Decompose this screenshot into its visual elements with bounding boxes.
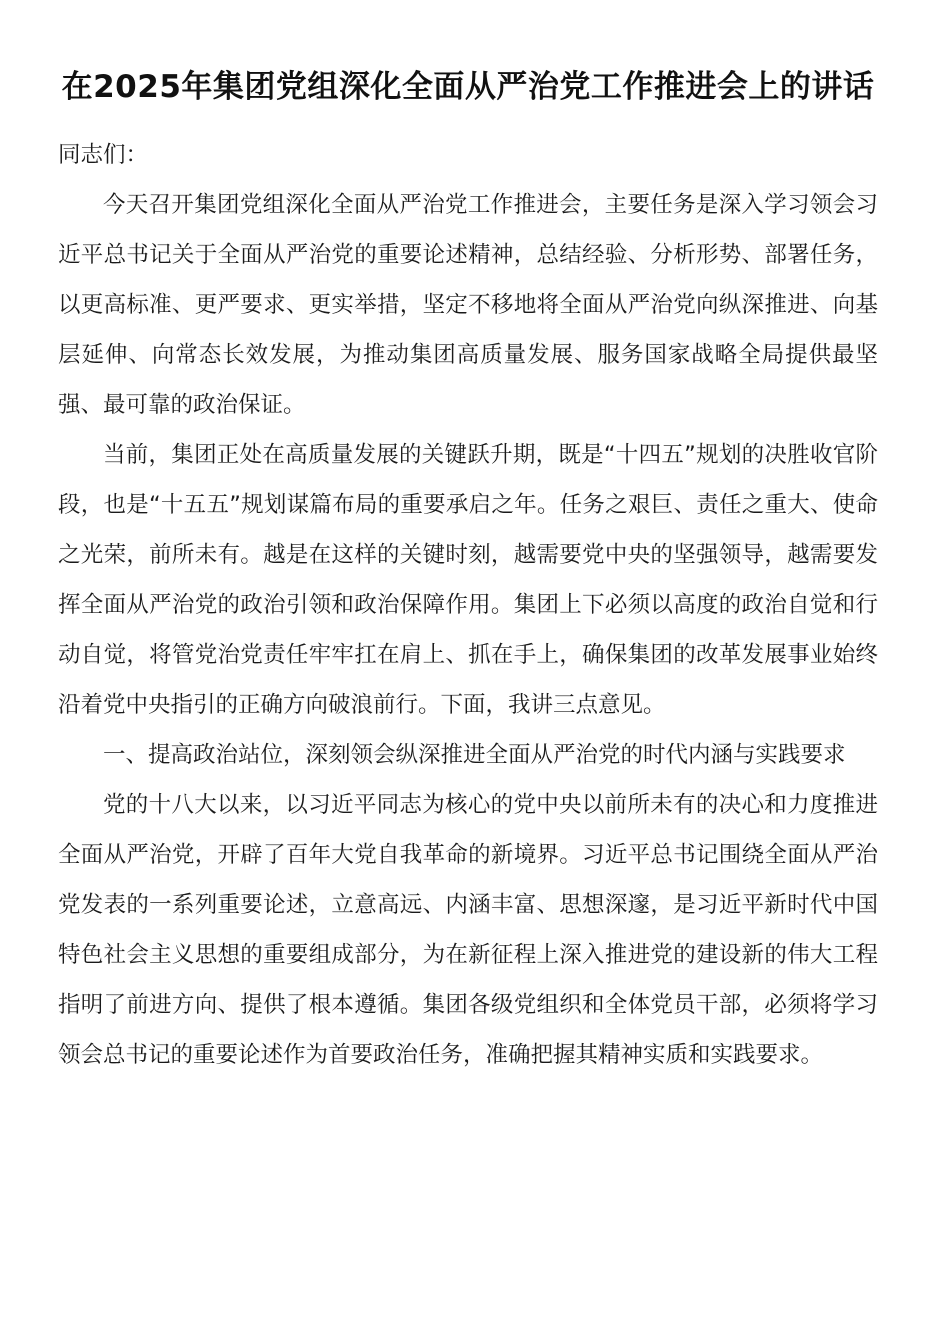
section-heading-one: 一、提高政治站位，深刻领会纵深推进全面从严治党的时代内涵与实践要求 <box>103 742 846 768</box>
paragraph-section-one: 党的十八大以来，以习近平同志为核心的党中央以前所未有的决心和力度推进全面从严治党，开辟了百年大党自我革命的新境界。习近平总书记围绕全面从严治党发表的一系列重要论述，立意高远、内涵丰富、思想深邃，是习近平新时代中国特色社会主义思想的重要组成部分，为在新征程上深入推进党的建设新的伟大工程指明了前进方向、提供了根本遵循。集团各级党组织和全体党员干部，必须将学习领会总书记的重要论述作为首要政治任务，准确把握其精神实质和实践要求。 <box>58 792 878 1068</box>
paragraph-situation: 当前，集团正处在高质量发展的关键跃升期，既是“十四五”规划的决胜收官阶段，也是“十五五”规划谋篇布局的重要承启之年。任务之艰巨、责任之重大、使命之光荣，前所未有。越是在这样的关键时刻，越需要党中央的坚强领导，越需要发挥全面从严治党的政治引领和政治保障作用。集团上下必须以高度的政治自觉和行动自觉，将管党治党责任牢牢扛在肩上、抓在手上，确保集团的改革发展事业始终沿着党中央指引的正确方向破浪前行。下面，我讲三点意见。 <box>58 442 878 718</box>
salutation: 同志们： <box>58 142 149 168</box>
document-page <box>58 62 878 1080</box>
paragraph-opening: 今天召开集团党组深化全面从严治党工作推进会，主要任务是深入学习领会习近平总书记关于全面从严治党的重要论述精神，总结经验、分析形势、部署任务，以更高标准、更严要求、更实举措，坚定不移地将全面从严治党向纵深推进、向基层延伸、向常态长效发展，为推动集团高质量发展、服务国家战略全局提供最坚强、最可靠的政治保证。 <box>58 192 878 418</box>
document-title: 在2025年集团党组深化全面从严治党工作推进会上的讲话 <box>61 69 875 105</box>
